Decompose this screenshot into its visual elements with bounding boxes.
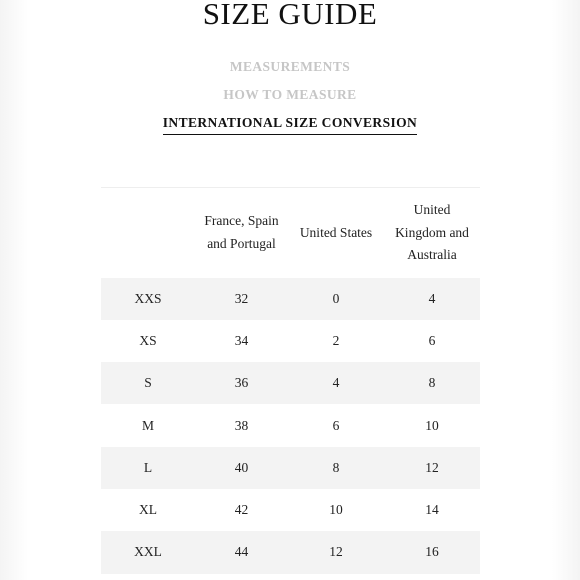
uk-size: 12 bbox=[384, 447, 480, 489]
table-header bbox=[101, 188, 480, 278]
size-label: S bbox=[101, 362, 195, 404]
us-size: 8 bbox=[288, 447, 384, 489]
header-france-spain-portugal: France, Spain and Portugal bbox=[195, 188, 288, 278]
header-uk-australia: United Kingdom and Australia bbox=[384, 188, 480, 278]
page-title: SIZE GUIDE bbox=[202, 0, 378, 31]
table-row bbox=[101, 531, 480, 573]
header-size bbox=[101, 188, 195, 278]
uk-size: 6 bbox=[428, 332, 436, 348]
us-size: 12 bbox=[288, 531, 384, 573]
eu-size: 34 bbox=[234, 332, 249, 348]
eu-size: 42 bbox=[234, 502, 249, 518]
us-size: 4 bbox=[288, 362, 384, 404]
uk-size: 10 bbox=[425, 417, 439, 433]
tab-international-size-conversion[interactable] bbox=[0, 114, 580, 142]
tab-measurements-label: MEASUREMENTS bbox=[229, 59, 351, 74]
table-row bbox=[101, 278, 480, 320]
us-size: 2 bbox=[332, 332, 340, 348]
size-label: XS bbox=[139, 332, 157, 348]
table-row bbox=[101, 320, 480, 362]
table-row bbox=[101, 447, 480, 489]
uk-size: 4 bbox=[384, 278, 480, 320]
size-conversion-table-container bbox=[101, 187, 480, 574]
us-size: 10 bbox=[329, 502, 343, 518]
table-row bbox=[101, 489, 480, 531]
size-label: XL bbox=[139, 502, 157, 518]
table-row bbox=[101, 404, 480, 446]
uk-size: 14 bbox=[425, 502, 439, 518]
size-conversion-table bbox=[101, 187, 480, 574]
table-body bbox=[101, 278, 480, 574]
uk-size: 8 bbox=[384, 362, 480, 404]
tab-international-size-conversion-label: INTERNATIONAL SIZE CONVERSION bbox=[163, 114, 417, 135]
size-label: M bbox=[141, 417, 154, 433]
us-size: 6 bbox=[332, 417, 340, 433]
tab-measurements[interactable] bbox=[0, 58, 580, 86]
eu-size: 40 bbox=[195, 447, 288, 489]
eu-size: 36 bbox=[195, 362, 288, 404]
tab-how-to-measure-label: HOW TO MEASURE bbox=[223, 87, 357, 102]
size-label: L bbox=[101, 447, 195, 489]
size-guide-tabs bbox=[0, 58, 580, 142]
eu-size: 44 bbox=[195, 531, 288, 573]
eu-size: 32 bbox=[195, 278, 288, 320]
header-united-states: United States bbox=[288, 188, 384, 278]
size-label: XXS bbox=[101, 278, 195, 320]
size-label: XXL bbox=[101, 531, 195, 573]
us-size: 0 bbox=[288, 278, 384, 320]
table-row bbox=[101, 362, 480, 404]
tab-how-to-measure[interactable] bbox=[0, 86, 580, 114]
uk-size: 16 bbox=[384, 531, 480, 573]
eu-size: 38 bbox=[234, 417, 249, 433]
table-header-row bbox=[101, 188, 480, 278]
